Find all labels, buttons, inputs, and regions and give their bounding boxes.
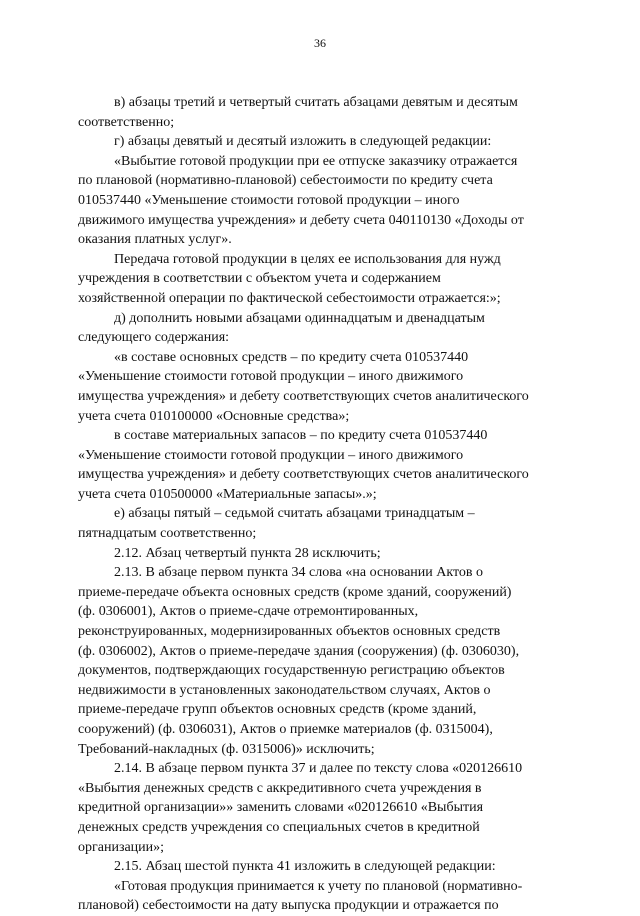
page-number: 36 [314,36,326,50]
paragraph: е) абзацы пятый – седьмой считать абзацами тринадцатым – пятнадцатым соответственно; [78,506,475,542]
paragraph: «Готовая продукция принимается к учету по плановой (нормативно- плановой) себестоимости на дату выпуска продукции и отражается по [78,878,523,914]
paragraph: 2.12. Абзац четвертый пункта 28 исключить; [114,545,381,561]
paragraph: Передача готовой продукции в целях ее использования для нужд учреждения в соответствии с объектом учета и содержанием хозяйственной операции по фактической себестоимости отражается:»; [78,251,501,306]
paragraph: г) абзацы девятый и десятый изложить в следующей редакции: [114,134,492,150]
paragraph: 2.14. В абзаце первом пункта 37 и далее по тексту слова «020126610 «Выбытия денежных средств с аккредитивного счета учреждения в кредитной организации»» заменить словами «020126610 «Выбытия денежных средств учреждения со специальных счетов в кредитной организации»; [78,761,523,855]
document-body [78,93,562,916]
paragraph: в составе материальных запасов – по кредиту счета 010537440 «Уменьшение стоимости готовой продукции – иного движимого имущества учреждения» и дебету соответствующих счетов аналитического учета счета 010500000 «Материальные запасы».»; [78,428,529,502]
paragraph: д) дополнить новыми абзацами одиннадцатым и двенадцатым следующего содержания: [78,310,485,346]
paragraph: «Выбытие готовой продукции при ее отпуске заказчику отражается по плановой (нормативно-плановой) себестоимости по кредиту счета 010537440 «Уменьшение стоимости готовой продукции – иного движимого имущества учреждения» и дебету счета 040110130 «Доходы от оказания платных услуг». [78,153,524,248]
paragraph: в) абзацы третий и четвертый считать абзацами девятым и десятым соответственно; [78,95,518,130]
paragraph: 2.13. В абзаце первом пункта 34 слова «на основании Актов о приеме-передаче объекта основных средств (кроме зданий, сооружений) (ф. 0306001), Актов о приеме-сдаче отремонтированных, реконструированных, модернизированных объектов основных средств (ф. 0306002), Актов о приеме-передаче здания (сооружения) (ф. 0306030), документов, подтверждающих государственную регистрацию объектов недвижимости в установленных законодательством случаях, Актов о приеме-передаче групп объектов основных средств (кроме зданий, сооружений) (ф. 0306031), Актов о приемке материалов (ф. 0315004), Требований-накладных (ф. 0315006)» исключить; [78,565,520,757]
paragraph: 2.15. Абзац шестой пункта 41 изложить в следующей редакции: [114,859,496,875]
paragraph: «в составе основных средств – по кредиту счета 010537440 «Уменьшение стоимости готовой продукции – иного движимого имущества учреждения» и дебету соответствующих счетов аналитического учета счета 010100000 «Основные средства»; [78,349,529,424]
